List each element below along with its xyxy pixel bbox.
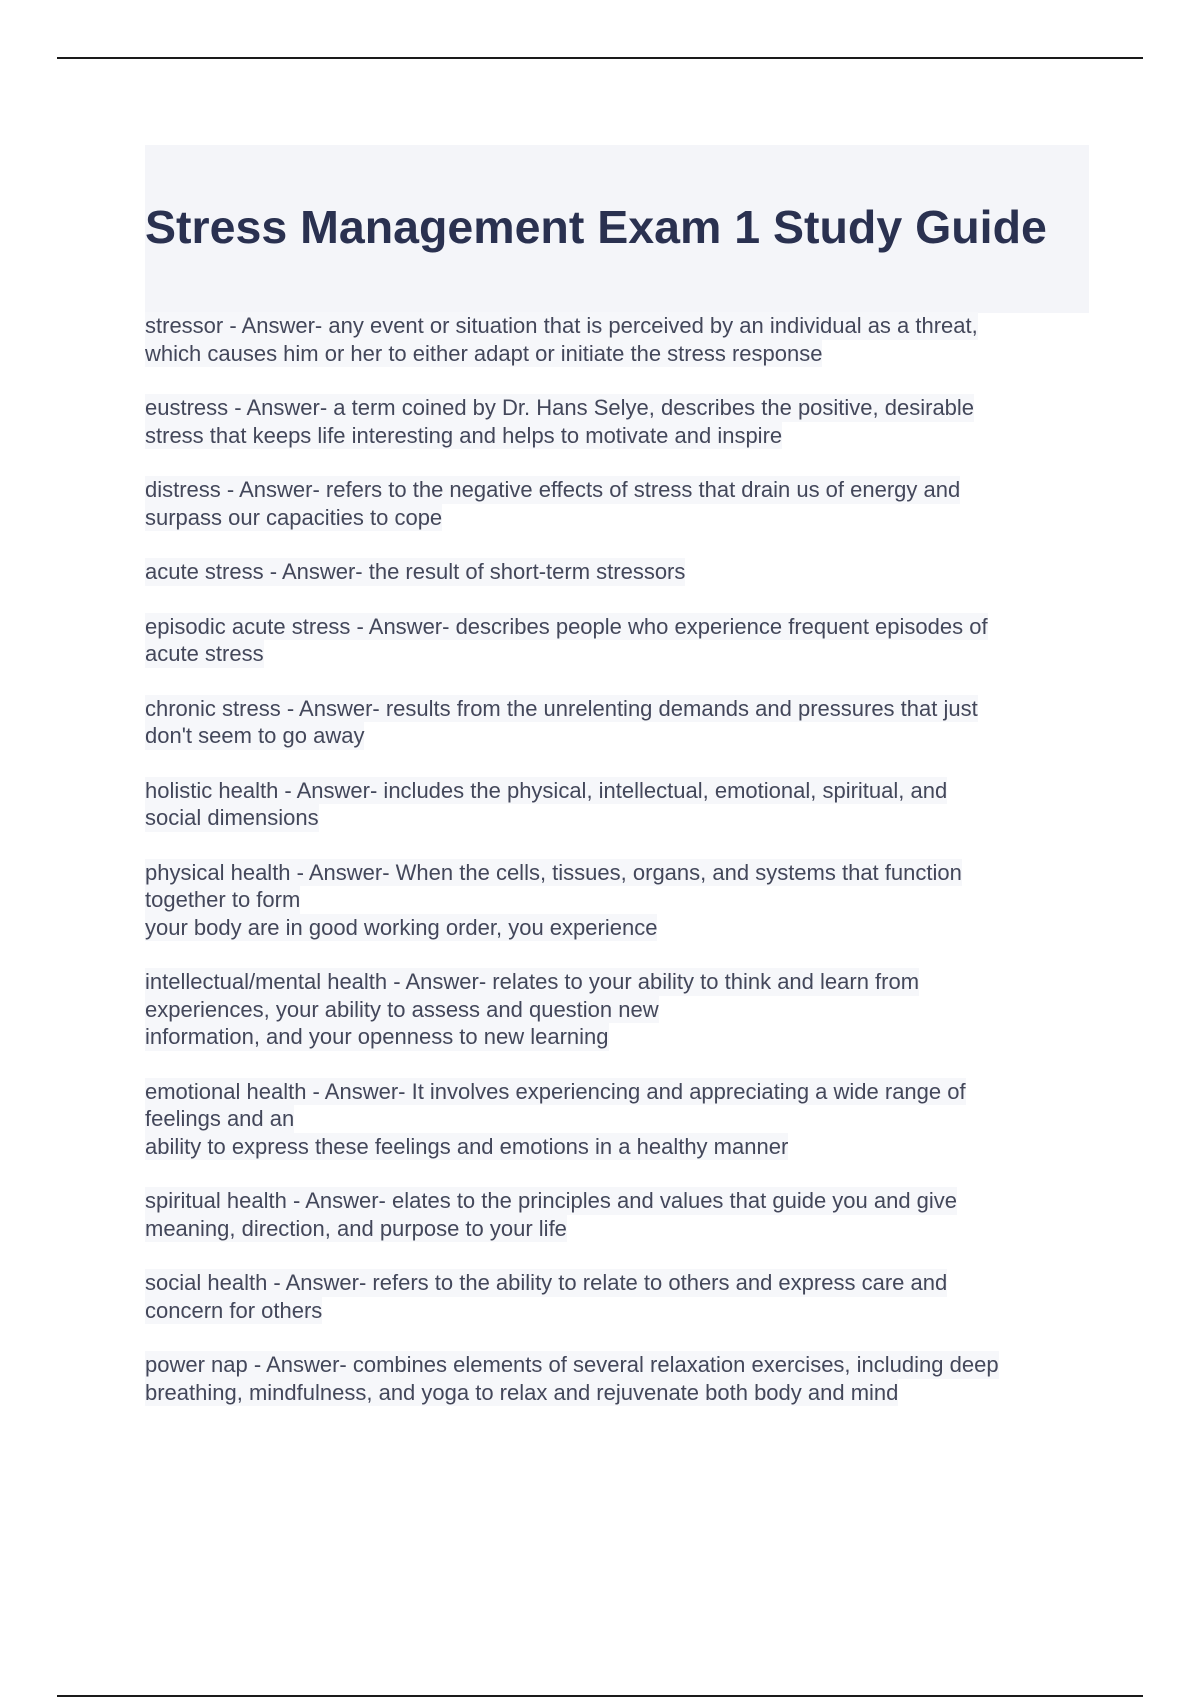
study-guide-entry [145, 1269, 1095, 1324]
entry-text-line: spiritual health - Answer- elates to the principles and values that guide you and give [145, 1188, 958, 1213]
study-guide-entry [145, 613, 1095, 668]
entry-text-line: experiences, your ability to assess and question new [145, 996, 659, 1022]
entry-text-line: distress - Answer- refers to the negative effects of stress that drain us of energy and [145, 477, 961, 502]
study-guide-entry [145, 1187, 1095, 1242]
entry-text-line: eustress - Answer- a term coined by Dr. Hans Selye, describes the positive, desirable [145, 395, 975, 420]
entry-text-line: chronic stress - Answer- results from the unrelenting demands and pressures that just [145, 695, 978, 721]
study-guide-entry [145, 695, 1095, 750]
entry-text-line: stressor - Answer- any event or situation that is perceived by an individual as a threat, [145, 313, 978, 338]
document-title: Stress Management Exam 1 Study Guide [145, 201, 1047, 253]
entry-text-line: stress that keeps life interesting and helps to motivate and inspire [145, 422, 783, 448]
title-block [145, 145, 1089, 313]
study-guide-entry [145, 1351, 1095, 1406]
entry-text-line: social dimensions [145, 805, 319, 830]
entry-text-line: ability to express these feelings and emotions in a healthy manner [145, 1133, 789, 1159]
entry-text-line: information, and your openness to new learning [145, 1024, 609, 1049]
entry-text-line: surpass our capacities to cope [145, 504, 443, 530]
entry-text-line: feelings and an [145, 1106, 295, 1131]
study-guide-entry [145, 777, 1095, 832]
study-guide-entries [145, 312, 1095, 1433]
entry-text-line: which causes him or her to either adapt or initiate the stress response [145, 340, 823, 366]
study-guide-entry [145, 968, 1095, 1051]
study-guide-entry [145, 859, 1095, 942]
entry-text-line: breathing, mindfulness, and yoga to relax and rejuvenate both body and mind [145, 1379, 899, 1405]
entry-text-line: power nap - Answer- combines elements of several relaxation exercises, including deep [145, 1352, 999, 1377]
entry-text-line: acute stress - Answer- the result of short-term stressors [145, 559, 686, 584]
entry-text-line: holistic health - Answer- includes the physical, intellectual, emotional, spiritual, and [145, 777, 948, 803]
entry-text-line: acute stress [145, 641, 264, 666]
entry-text-line: don't seem to go away [145, 723, 365, 748]
study-guide-entry [145, 558, 1095, 586]
study-guide-entry [145, 394, 1095, 449]
study-guide-entry [145, 312, 1095, 367]
entry-text-line: episodic acute stress - Answer- describes people who experience frequent episodes of [145, 613, 988, 639]
study-guide-entry [145, 476, 1095, 531]
entry-text-line: together to form [145, 887, 301, 912]
entry-text-line: meaning, direction, and purpose to your life [145, 1215, 567, 1241]
entry-text-line: intellectual/mental health - Answer- relates to your ability to think and learn from [145, 969, 920, 994]
entry-text-line: emotional health - Answer- It involves experiencing and appreciating a wide range of [145, 1078, 966, 1104]
entry-text-line: physical health - Answer- When the cells, tissues, organs, and systems that function [145, 859, 962, 885]
entry-text-line: your body are in good working order, you experience [145, 914, 658, 940]
top-rule [57, 57, 1143, 59]
bottom-rule [57, 1695, 1143, 1697]
entry-text-line: concern for others [145, 1297, 323, 1323]
study-guide-entry [145, 1078, 1095, 1161]
entry-text-line: social health - Answer- refers to the ability to relate to others and express care and [145, 1270, 948, 1295]
